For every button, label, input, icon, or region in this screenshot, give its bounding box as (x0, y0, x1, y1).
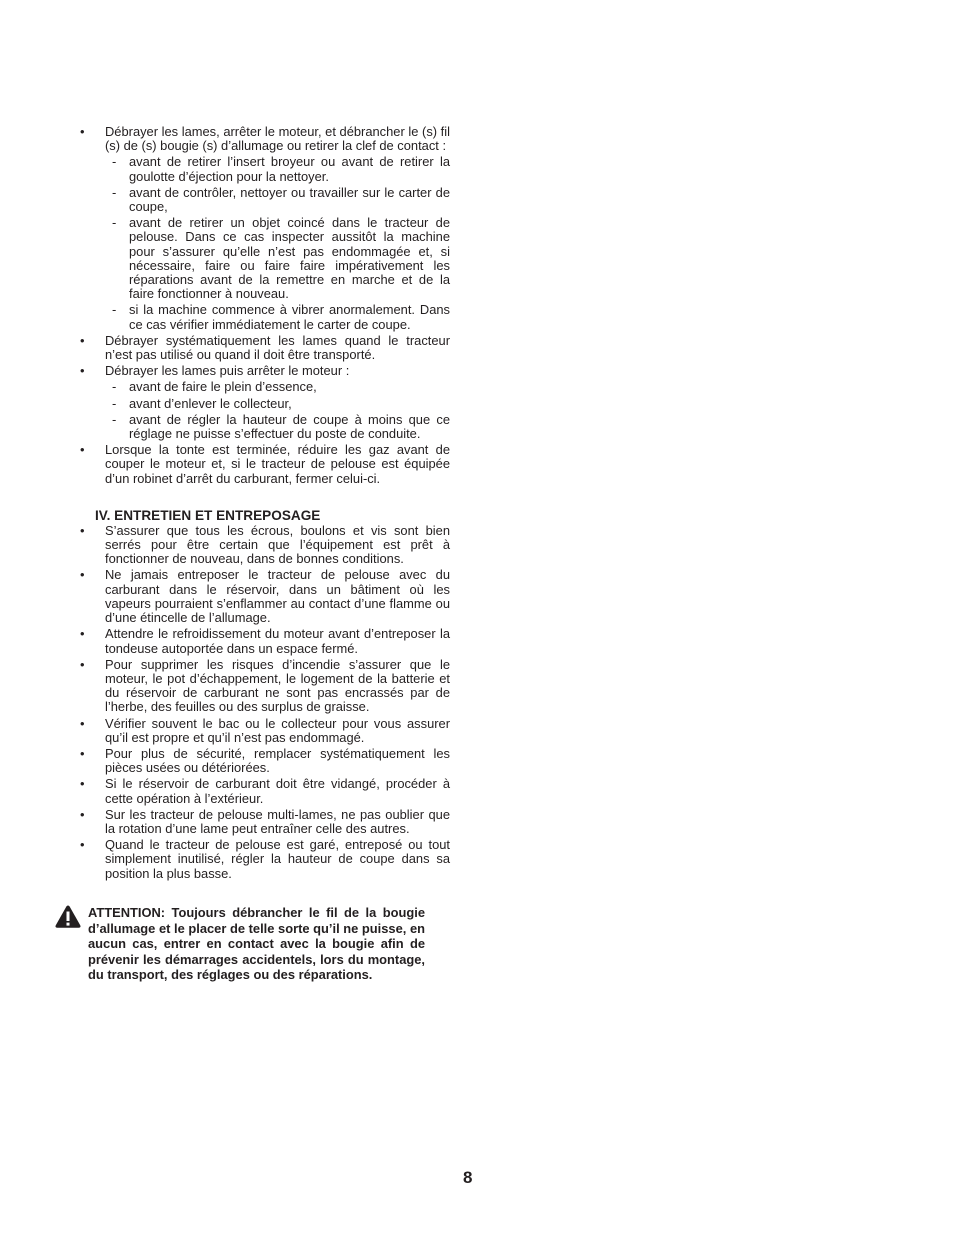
list-item-text: Pour plus de sécurité, remplacer systématiquement les pièces usées ou détériorées. (105, 745, 450, 776)
bullet-marker: • (80, 522, 85, 538)
sub-list-item-text: avant de contrôler, nettoyer ou travailler sur le carter de coupe, (129, 184, 450, 215)
list-item-text: Sur les tracteur de pelouse multi-lames, ne pas oublier que la rotation d’une lame peut entraîner celle des autres. (105, 806, 450, 836)
sub-list-item (80, 397, 450, 411)
list-item-text: Vérifier souvent le bac ou le collecteur pour vous assurer qu’il est propre et qu’il n’est pas endommagé. (105, 715, 450, 745)
main-column (80, 125, 450, 883)
list-item-text: Débrayer les lames, arrêter le moteur, et débrancher le (s) fil (s) de (s) bougie (s) d’allumage ou retirer la clef de contact : (105, 124, 450, 154)
sub-list (80, 155, 450, 331)
list-item (80, 443, 450, 486)
section-iv-title: IV. ENTRETIEN ET ENTREPOSAGE (95, 507, 321, 523)
list-item-text: Débrayer les lames puis arrêter le moteur : (105, 363, 350, 379)
list-item (80, 808, 450, 836)
dash-marker: - (112, 379, 117, 395)
bullet-marker: • (80, 626, 85, 642)
list-item (80, 524, 450, 567)
list-item (80, 747, 450, 775)
bullet-marker: • (80, 567, 85, 583)
sub-list-item (80, 413, 450, 441)
bullet-marker: • (80, 806, 85, 822)
page-number: 8 (463, 1168, 473, 1187)
sub-list-item-text: avant d’enlever le collecteur, (129, 395, 292, 411)
sub-list-item (80, 303, 450, 331)
dash-marker: - (112, 302, 117, 318)
warning-triangle-icon (55, 905, 81, 929)
bullet-marker: • (80, 776, 85, 792)
bullet-marker: • (80, 442, 85, 458)
sub-list-item-text: avant de retirer l’insert broyeur ou avant de retirer la goulotte d’éjection pour la nettoyer. (129, 154, 450, 184)
list-item (80, 568, 450, 625)
list-item (80, 717, 450, 745)
sub-list-item (80, 186, 450, 214)
bullet-marker: • (80, 837, 85, 853)
dash-marker: - (112, 215, 117, 231)
warning-text: ATTENTION: Toujours débrancher le fil de la bougie d’allumage et le placer de telle sorte qu’il ne puisse, en aucun cas, entrer en contact avec la bougie afin de prévenir les démarrages accidentels, lors du montage, du transport, des réglages ou des réparations. (88, 905, 425, 983)
sub-list (80, 380, 450, 441)
section-iv-list (80, 524, 450, 881)
bullet-marker: • (80, 715, 85, 731)
bullet-marker: • (80, 363, 85, 379)
bullet-marker: • (80, 745, 85, 761)
bullet-marker: • (80, 656, 85, 672)
sub-list-item (80, 380, 450, 394)
list-item (80, 658, 450, 715)
warning-block (55, 905, 425, 983)
bullet-marker: • (80, 332, 85, 348)
list-item-text: Quand le tracteur de pelouse est garé, entreposé ou tout simplement inutilisé, régler la hauteur de coupe dans sa position la plus basse. (105, 837, 450, 881)
list-item-text: Si le réservoir de carburant doit être vidangé, procéder à cette opération à l’extérieur. (105, 776, 450, 806)
list-item (80, 627, 450, 655)
sub-list-item-text: avant de faire le plein d’essence, (129, 379, 317, 395)
list-item-text: Débrayer systématiquement les lames quand le tracteur n’est pas utilisé ou quand il doit être transporté. (105, 332, 450, 363)
sub-list-item-text: avant de régler la hauteur de coupe à moins que ce réglage ne puisse s’effectuer du poste de conduite. (129, 411, 450, 442)
dash-marker: - (112, 395, 117, 411)
list-item (80, 125, 450, 332)
list-item-text: Attendre le refroidissement du moteur avant d’entreposer la tondeuse autoportée dans un espace fermé. (105, 626, 450, 656)
bullet-marker: • (80, 124, 85, 139)
list-item-text: S’assurer que tous les écrous, boulons et vis sont bien serrés pour être certain que l’équipement est prêt à fonctionner de nouveau, dans de bonnes conditions. (105, 522, 450, 567)
list-item (80, 334, 450, 362)
sub-list-item-text: si la machine commence à vibrer anormalement. Dans ce cas vérifier immédiatement le carter de coupe. (129, 302, 450, 332)
sub-list-item (80, 155, 450, 183)
list-item-text: Lorsque la tonte est terminée, réduire les gaz avant de couper le moteur et, si le tracteur de pelouse est équipée d’un robinet d’arrêt du carburant, fermer celui-ci. (105, 442, 450, 486)
sub-list-item-text: avant de retirer un objet coincé dans le tracteur de pelouse. Dans ce cas inspecter aussitôt la machine pour s’assurer qu’elle n’est pas endommagée et, si nécessaire, faire ou faire faire impérativement les réparations avant de la remettre en marche et de la faire fonctionner à nouveau. (129, 215, 450, 302)
dash-marker: - (112, 411, 117, 427)
sub-list-item (80, 216, 450, 301)
list-item (80, 777, 450, 805)
section-iii-list (80, 125, 450, 486)
list-item-text: Ne jamais entreposer le tracteur de pelouse avec du carburant dans le réservoir, dans un bâtiment où les vapeurs pourraient s’enflammer au contact d’une flamme ou d’une étincelle de l’allumage. (105, 567, 450, 626)
list-item (80, 364, 450, 441)
list-item-text: Pour supprimer les risques d’incendie s’assurer que le moteur, le pot d’échappement, le logement de la batterie et du réservoir de carburant ne sont pas encrassés par de l’herbe, des feuilles ou des surplus de graisse. (105, 656, 450, 715)
dash-marker: - (112, 154, 117, 170)
dash-marker: - (112, 184, 117, 200)
list-item (80, 838, 450, 881)
